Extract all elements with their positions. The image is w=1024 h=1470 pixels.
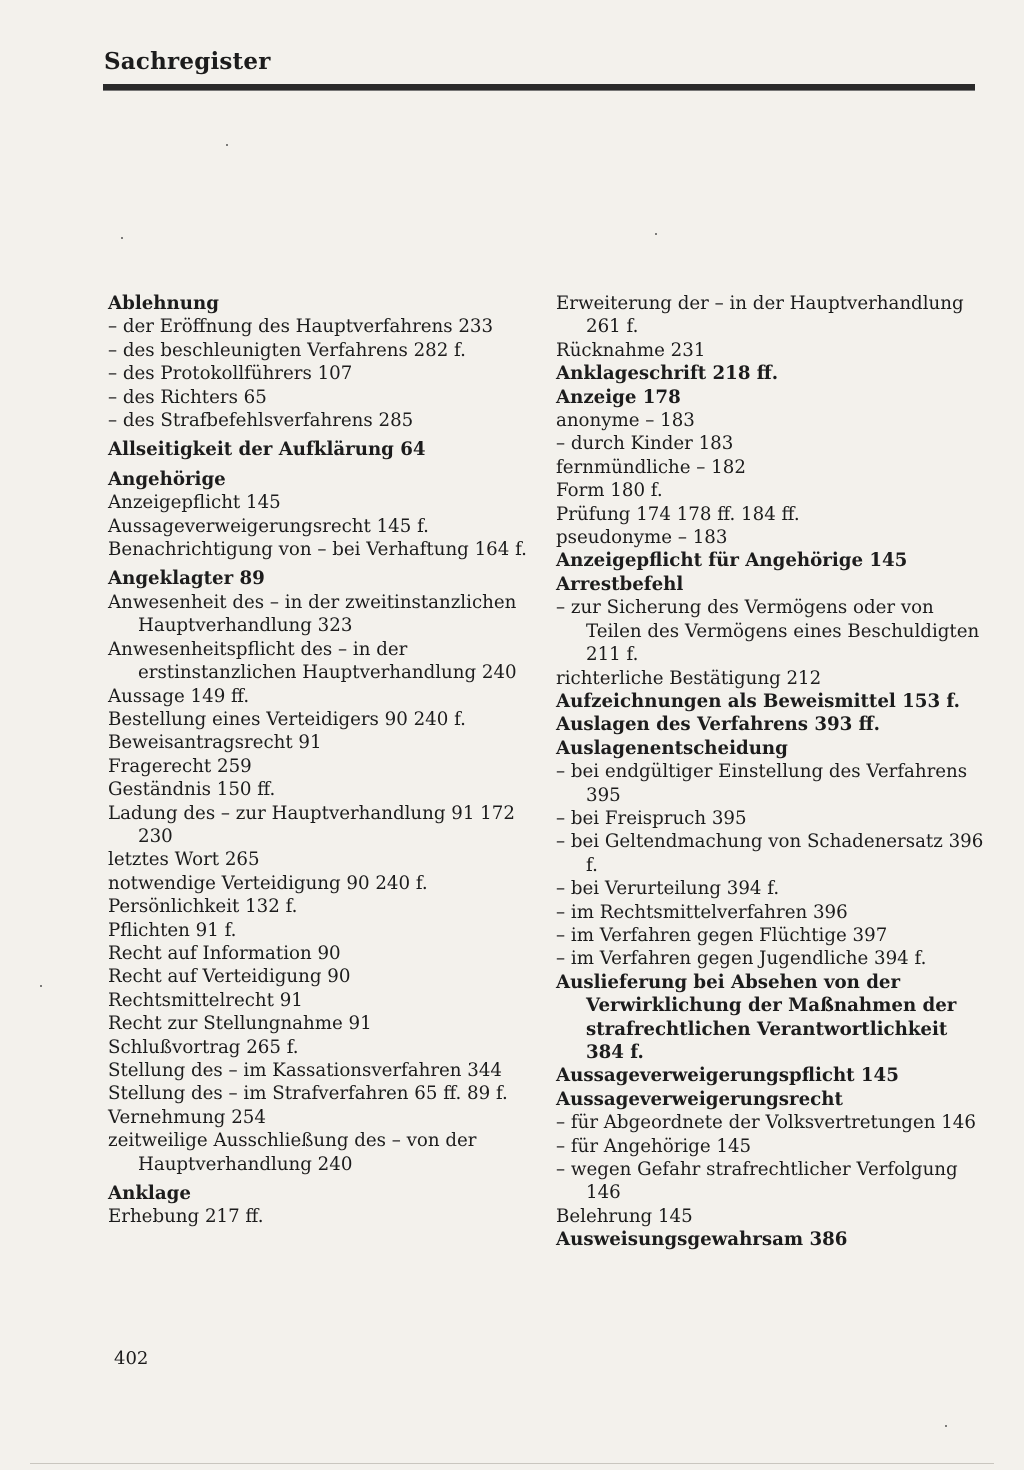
index-entry: pseudonyme – 183 [556, 527, 728, 549]
index-entry: – für Abgeordnete der Volksvertretungen 146 [556, 1112, 976, 1134]
index-entry: Recht auf Verteidigung 90 [108, 966, 351, 988]
index-heading: Anklage [108, 1183, 191, 1205]
index-entry: – des Protokollführers 107 [108, 363, 353, 385]
index-entry: Rechtsmittelrecht 91 [108, 989, 303, 1011]
index-heading: Anklageschrift 218 ff. [556, 363, 779, 385]
index-entry: notwendige Verteidigung 90 240 f. [108, 872, 428, 894]
index-entry: Aussageverweigerungsrecht 145 f. [108, 515, 429, 537]
index-entry: Schlußvortrag 265 f. [108, 1036, 299, 1058]
index-entry: anonyme – 183 [556, 410, 695, 432]
index-heading: Ausweisungsgewahrsam 386 [556, 1229, 848, 1251]
index-heading: Ablehnung [108, 293, 219, 314]
scan-speck [121, 237, 123, 239]
index-entry: – bei Verurteilung 394 f. [556, 878, 780, 900]
index-entry: Stellung des – im Kassationsverfahren 344 [108, 1060, 503, 1081]
scan-edge [30, 1463, 994, 1464]
index-entry: Erhebung 217 ff. [108, 1206, 264, 1228]
index-entry: Aussage 149 ff. [108, 685, 250, 707]
index-heading: Allseitigkeit der Aufklärung 64 [108, 439, 426, 461]
index-entry: zeitweilige Ausschließung des – von der Hauptverhandlung 240 [108, 1130, 483, 1175]
index-heading: Angehörige [108, 468, 226, 490]
index-heading: Auslagenentscheidung [556, 737, 788, 759]
index-entry: Anwesenheit des – in der zweitinstanzlichen Hauptverhandlung 323 [108, 591, 523, 637]
index-entry: – zur Sicherung des Vermögens oder von Teilen des Vermögens eines Beschuldigten 211 f. [556, 597, 985, 666]
index-entry: Prüfung 174 178 ff. 184 ff. [556, 503, 800, 525]
index-heading: Auslieferung bei Absehen von der Verwirklichung der Maßnahmen der strafrechtlichen Verantwortlichkeit 384 f. [556, 971, 963, 1063]
index-heading: Anzeige 178 [556, 386, 681, 408]
index-entry: Vernehmung 254 [108, 1106, 266, 1128]
index-entry: Belehrung 145 [556, 1205, 693, 1227]
index-entry: – im Verfahren gegen Flüchtige 397 [556, 924, 888, 946]
index-entry: Stellung des – im Strafverfahren 65 ff. 89 f. [108, 1083, 508, 1105]
index-heading: Angeklagter 89 [108, 568, 265, 590]
index-entry: Recht zur Stellungnahme 91 [108, 1013, 372, 1035]
index-entry: – bei Geltendmachung von Schadenersatz 396 f. [556, 831, 990, 876]
index-heading: Aufzeichnungen als Beweismittel 153 f. [556, 690, 960, 712]
page-title: Sachregister [104, 48, 271, 75]
index-entry: Rücknahme 231 [556, 339, 706, 361]
index-entry: richterliche Bestätigung 212 [556, 667, 822, 689]
index-entry: – für Angehörige 145 [556, 1135, 752, 1157]
index-entry: Erweiterung der – in der Hauptverhandlung 261 f. [556, 293, 970, 338]
index-entry: – im Rechtsmittelverfahren 396 [556, 901, 848, 923]
index-heading: Arrestbefehl [556, 573, 684, 595]
index-entry: Bestellung eines Verteidigers 90 240 f. [108, 708, 466, 730]
index-column-left [108, 292, 540, 1229]
scan-speck [655, 233, 657, 235]
index-entry: Fragerecht 259 [108, 755, 252, 777]
index-entry: Anzeigepflicht 145 [108, 492, 281, 514]
index-entry: – bei endgültiger Einstellung des Verfahrens 395 [556, 761, 973, 806]
index-entry: Beweisantragsrecht 91 [108, 732, 322, 754]
index-column-right [556, 292, 990, 1252]
scan-speck [226, 144, 228, 146]
scan-speck [945, 1425, 947, 1427]
index-entry: – des Strafbefehlsverfahrens 285 [108, 410, 414, 432]
index-entry: Form 180 f. [556, 480, 663, 502]
index-entry: Pflichten 91 f. [108, 919, 237, 941]
header-rule [103, 84, 975, 91]
index-heading: Auslagen des Verfahrens 393 ff. [556, 714, 880, 736]
index-entry: – im Verfahren gegen Jugendliche 394 f. [556, 948, 927, 970]
index-heading: Anzeigepflicht für Angehörige 145 [556, 550, 908, 572]
index-entry: – der Eröffnung des Hauptverfahrens 233 [108, 316, 494, 338]
index-entry: Ladung des – zur Hauptverhandlung 91 172 230 [108, 802, 521, 847]
index-heading: Aussageverweigerungspflicht 145 [556, 1065, 899, 1087]
index-entry: Recht auf Information 90 [108, 942, 341, 964]
index-entry: Persönlichkeit 132 f. [108, 896, 298, 918]
page-number: 402 [114, 1348, 149, 1369]
index-entry: Anwesenheitspflicht des – in der erstinstanzlichen Hauptverhandlung 240 [108, 638, 517, 684]
index-entry: Geständnis 150 ff. [108, 779, 276, 801]
index-heading: Aussageverweigerungsrecht [556, 1088, 843, 1110]
index-entry: – bei Freispruch 395 [556, 807, 747, 829]
scan-speck [40, 985, 42, 987]
index-entry: Benachrichtigung von – bei Verhaftung 164 f. [108, 539, 527, 561]
index-entry: fernmündliche – 182 [556, 456, 746, 478]
index-entry: – des beschleunigten Verfahrens 282 f. [108, 339, 466, 361]
index-entry: – des Richters 65 [108, 386, 267, 408]
index-entry: – durch Kinder 183 [556, 433, 734, 455]
index-entry: – wegen Gefahr strafrechtlicher Verfolgung 146 [556, 1159, 964, 1204]
index-entry: letztes Wort 265 [108, 849, 260, 871]
